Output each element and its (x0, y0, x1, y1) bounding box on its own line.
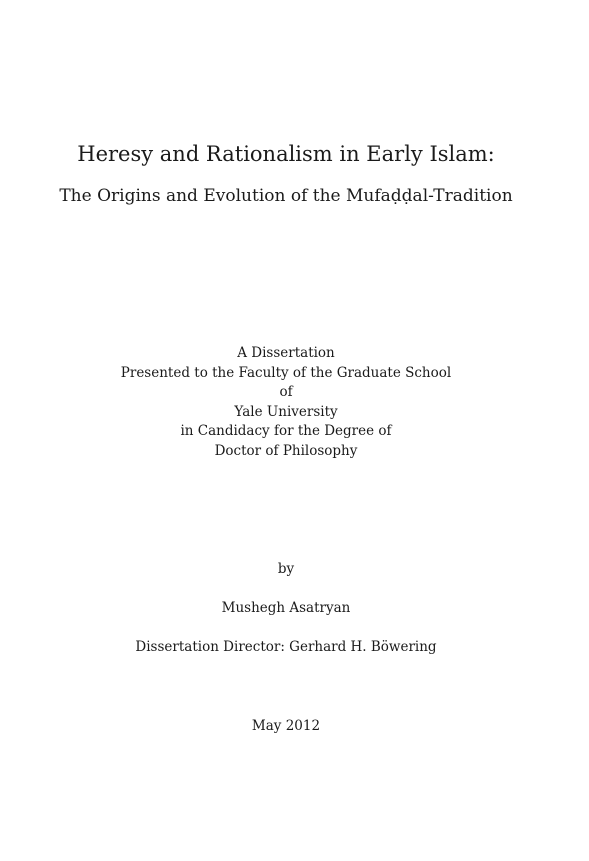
presentation-line: in Candidacy for the Degree of (180, 423, 392, 439)
author-name: Mushegh Asatryan (221, 600, 351, 616)
dissertation-subtitle: The Origins and Evolution of the Mufaḍḍal-Tradition (59, 186, 513, 206)
presentation-block (0, 344, 572, 461)
presentation-line: Yale University (234, 403, 338, 420)
presentation-line: Presented to the Faculty of the Graduate School (120, 364, 452, 381)
dissertation-director: Dissertation Director: Gerhard H. Böwering (135, 639, 437, 655)
presentation-line: of (279, 384, 293, 400)
submission-date: May 2012 (251, 718, 321, 734)
presentation-line: A Dissertation (237, 345, 335, 361)
by-label: by (277, 561, 295, 577)
dissertation-title: Heresy and Rationalism in Early Islam: (77, 142, 495, 166)
presentation-line: Doctor of Philosophy (214, 442, 358, 459)
